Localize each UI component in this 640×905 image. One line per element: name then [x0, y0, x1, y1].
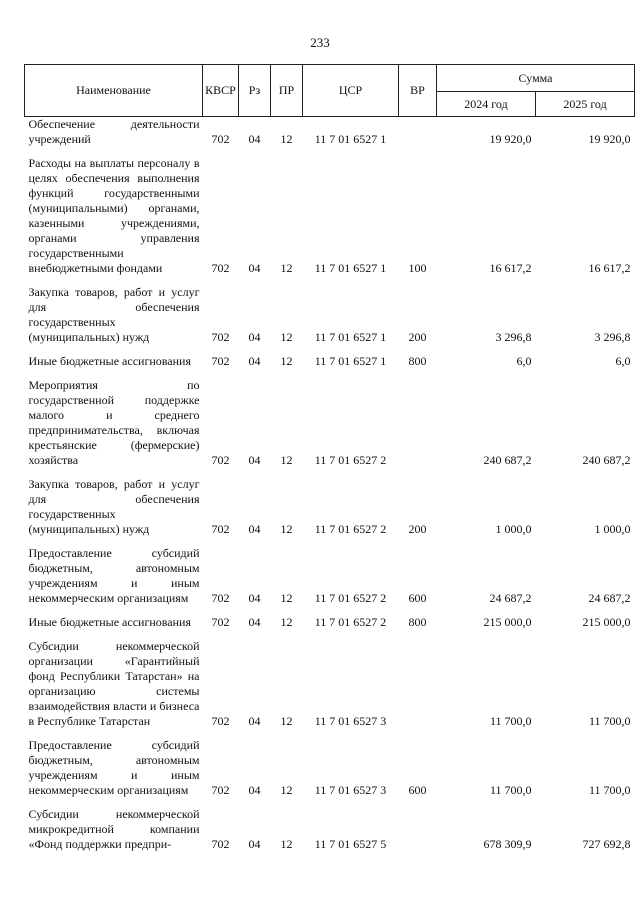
row-pr: 12	[280, 783, 293, 797]
row-sum-2024: 24 687,2	[489, 591, 532, 605]
row-spacer-cell	[25, 730, 635, 738]
row-spacer	[25, 277, 635, 285]
row-spacer-cell	[25, 370, 635, 378]
row-rz: 04	[248, 261, 261, 275]
table-row	[25, 378, 635, 469]
row-rz: 04	[248, 453, 261, 467]
table-row	[25, 738, 635, 799]
row-sum-2025: 1 000,0	[594, 522, 631, 536]
row-vr: 800	[408, 354, 427, 368]
row-rz: 04	[248, 132, 261, 146]
row-csr: 11 7 01 6527 3	[314, 783, 387, 797]
row-spacer	[25, 631, 635, 639]
row-spacer	[25, 469, 635, 477]
table-body	[25, 117, 635, 854]
row-csr: 11 7 01 6527 2	[314, 453, 387, 467]
row-csr: 11 7 01 6527 2	[314, 591, 387, 605]
row-sum-2025: 16 617,2	[588, 261, 631, 275]
row-kvsr: 702	[211, 591, 230, 605]
row-sum-2025: 24 687,2	[588, 591, 631, 605]
table-row	[25, 615, 635, 631]
header-pr: ПР	[271, 65, 303, 117]
row-sum-2024: 19 920,0	[489, 132, 532, 146]
row-name: Иные бюджетные ассигнования	[28, 615, 191, 629]
row-sum-2024: 11 700,0	[489, 714, 532, 728]
row-csr: 11 7 01 6527 3	[314, 714, 387, 728]
table-row	[25, 156, 635, 277]
row-spacer-cell	[25, 631, 635, 639]
row-name: Предоставление субсидий бюджетным, автономным учреждениям и иным некоммерческим организациям	[28, 546, 200, 605]
row-kvsr: 702	[211, 783, 230, 797]
row-spacer-cell	[25, 538, 635, 546]
row-pr: 12	[280, 591, 293, 605]
row-spacer-cell	[25, 346, 635, 354]
row-name: Обеспечение деятельности учреждений	[28, 117, 200, 146]
row-name: Субсидии некоммерческой микрокредитной компании «Фонд поддержки предпри-	[28, 807, 200, 851]
row-vr: 600	[408, 591, 427, 605]
row-sum-2024: 11 700,0	[489, 783, 532, 797]
row-rz: 04	[248, 354, 261, 368]
row-vr: 200	[408, 330, 427, 344]
row-spacer	[25, 538, 635, 546]
row-vr: 100	[408, 261, 427, 275]
table-row	[25, 807, 635, 853]
row-sum-2024: 3 296,8	[495, 330, 532, 344]
row-pr: 12	[280, 354, 293, 368]
row-rz: 04	[248, 837, 261, 851]
row-rz: 04	[248, 783, 261, 797]
row-name: Субсидии некоммерческой организации «Гарантийный фонд Республики Татарстан» на организацию системы взаимодействия власти и бизнеса в Республике Татарстан	[28, 639, 200, 728]
row-sum-2025: 11 700,0	[588, 783, 631, 797]
row-rz: 04	[248, 522, 261, 536]
header-sum: Сумма	[437, 65, 635, 92]
row-spacer-cell	[25, 277, 635, 285]
header-kvsr: КВСР	[203, 65, 239, 117]
row-name: Иные бюджетные ассигнования	[28, 354, 191, 368]
row-pr: 12	[280, 615, 293, 629]
row-sum-2025: 215 000,0	[582, 615, 631, 629]
row-kvsr: 702	[211, 837, 230, 851]
row-sum-2024: 6,0	[516, 354, 532, 368]
header-name: Наименование	[25, 65, 203, 117]
row-spacer-cell	[25, 148, 635, 156]
row-name: Закупка товаров, работ и услуг для обеспечения государственных (муниципальных) нужд	[28, 285, 200, 344]
row-vr	[399, 117, 437, 149]
row-sum-2024: 16 617,2	[489, 261, 532, 275]
row-kvsr: 702	[211, 714, 230, 728]
row-rz: 04	[248, 330, 261, 344]
row-kvsr: 702	[211, 453, 230, 467]
budget-table	[24, 64, 635, 853]
row-kvsr: 702	[211, 522, 230, 536]
row-sum-2025: 6,0	[615, 354, 631, 368]
table-header	[25, 65, 635, 117]
row-pr: 12	[280, 522, 293, 536]
row-csr: 11 7 01 6527 1	[314, 354, 387, 368]
row-pr: 12	[280, 837, 293, 851]
row-rz: 04	[248, 615, 261, 629]
row-vr	[399, 807, 437, 853]
row-pr: 12	[280, 714, 293, 728]
row-vr: 600	[408, 783, 427, 797]
table-row	[25, 354, 635, 370]
row-sum-2024: 215 000,0	[483, 615, 532, 629]
table-row	[25, 477, 635, 538]
table-row	[25, 285, 635, 346]
row-vr	[399, 378, 437, 469]
header-csr: ЦСР	[303, 65, 399, 117]
row-kvsr: 702	[211, 261, 230, 275]
row-rz: 04	[248, 591, 261, 605]
row-pr: 12	[280, 132, 293, 146]
row-kvsr: 702	[211, 132, 230, 146]
row-spacer	[25, 607, 635, 615]
row-name: Предоставление субсидий бюджетным, автономным учреждениям и иным некоммерческим организациям	[28, 738, 200, 797]
row-csr: 11 7 01 6527 1	[314, 261, 387, 275]
row-spacer	[25, 346, 635, 354]
row-csr: 11 7 01 6527 2	[314, 615, 387, 629]
table-row	[25, 546, 635, 607]
row-kvsr: 702	[211, 354, 230, 368]
row-csr: 11 7 01 6527 5	[314, 837, 387, 851]
row-spacer	[25, 799, 635, 807]
header-year-2025: 2025 год	[536, 92, 635, 117]
header-rz: Рз	[239, 65, 271, 117]
row-pr: 12	[280, 453, 293, 467]
row-csr: 11 7 01 6527 2	[314, 522, 387, 536]
row-name: Расходы на выплаты персоналу в целях обеспечения выполнения функций государственными (муниципальными) органами, казенными учреждениями, органами управления государственными внебюджетными фондами	[28, 156, 200, 275]
row-vr	[399, 639, 437, 730]
row-pr: 12	[280, 330, 293, 344]
header-vr: ВР	[399, 65, 437, 117]
row-csr: 11 7 01 6527 1	[314, 132, 387, 146]
table-row	[25, 639, 635, 730]
row-name: Мероприятия по государственной поддержке малого и среднего предпринимательства, включая крестьянские (фермерские) хозяйства	[28, 378, 200, 467]
row-kvsr: 702	[211, 615, 230, 629]
table-row	[25, 117, 635, 149]
row-spacer-cell	[25, 607, 635, 615]
row-sum-2025: 240 687,2	[582, 453, 631, 467]
row-name: Закупка товаров, работ и услуг для обеспечения государственных (муниципальных) нужд	[28, 477, 200, 536]
row-sum-2025: 11 700,0	[588, 714, 631, 728]
row-sum-2025: 19 920,0	[588, 132, 631, 146]
row-vr: 200	[408, 522, 427, 536]
row-spacer	[25, 370, 635, 378]
row-spacer	[25, 148, 635, 156]
row-sum-2024: 678 309,9	[483, 837, 532, 851]
row-spacer	[25, 730, 635, 738]
row-pr: 12	[280, 261, 293, 275]
header-year-2024: 2024 год	[437, 92, 536, 117]
row-sum-2025: 727 692,8	[582, 837, 631, 851]
row-rz: 04	[248, 714, 261, 728]
row-vr: 800	[408, 615, 427, 629]
row-spacer-cell	[25, 469, 635, 477]
row-spacer-cell	[25, 799, 635, 807]
row-sum-2025: 3 296,8	[594, 330, 631, 344]
row-csr: 11 7 01 6527 1	[314, 330, 387, 344]
row-sum-2024: 240 687,2	[483, 453, 532, 467]
row-sum-2024: 1 000,0	[495, 522, 532, 536]
page-number: 233	[310, 35, 330, 50]
row-kvsr: 702	[211, 330, 230, 344]
